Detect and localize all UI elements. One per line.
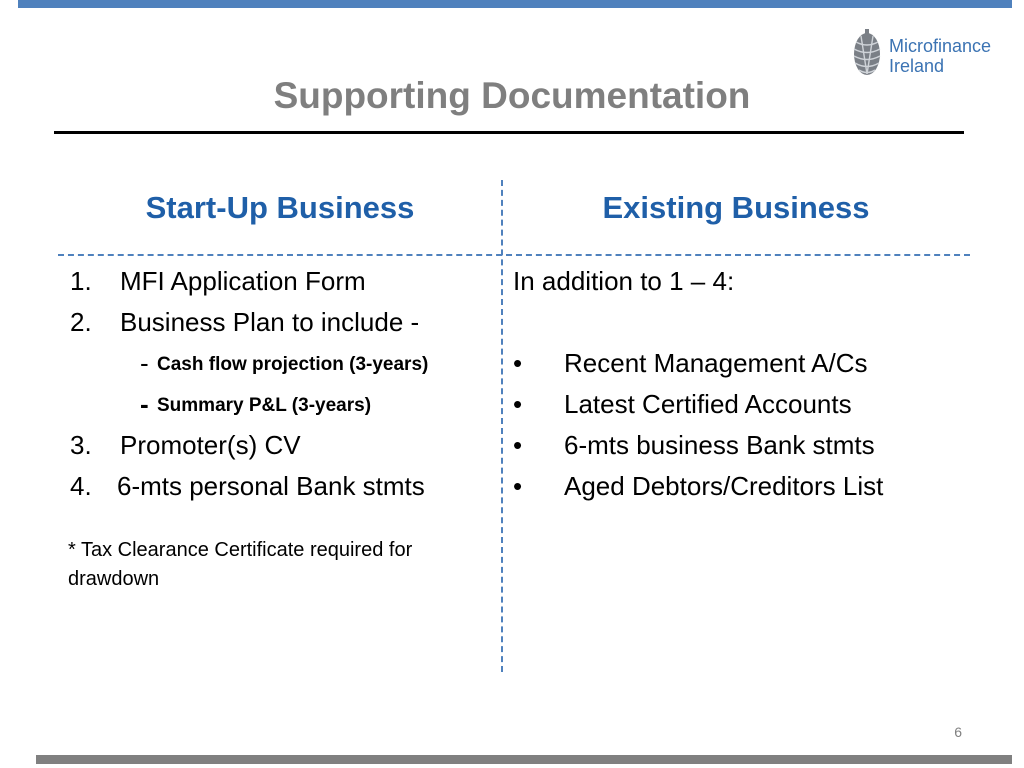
header-divider: [58, 254, 970, 256]
startup-document-list: [70, 261, 500, 507]
bottom-accent-bar: [36, 755, 1012, 764]
list-item-text: 6-mts personal Bank stmts: [117, 471, 425, 501]
logo-text-line1: Microfinance: [889, 36, 992, 56]
startup-business-header: Start-Up Business: [145, 190, 415, 225]
list-item: [70, 261, 500, 302]
list-item-text: Latest Certified Accounts: [564, 389, 852, 419]
existing-intro-text: In addition to 1 – 4:: [513, 266, 735, 296]
list-item-text: MFI Application Form: [120, 266, 366, 296]
list-item-text: Promoter(s) CV: [120, 430, 301, 460]
sub-list-item: [70, 343, 500, 384]
title-underline: [54, 131, 964, 134]
bullet-icon: •: [513, 430, 523, 460]
sub-list-item: [70, 384, 500, 425]
list-item-text: Business Plan to include -: [120, 307, 420, 337]
list-item-text: Aged Debtors/Creditors List: [564, 471, 884, 501]
bullet-icon: •: [513, 348, 523, 378]
list-item: [70, 425, 500, 466]
list-item-number: 1.: [70, 266, 92, 296]
list-item-text: Recent Management A/Cs: [564, 348, 868, 378]
existing-business-header: Existing Business: [602, 190, 870, 225]
slide-title: Supporting Documentation: [273, 75, 751, 116]
sub-item-dash: -: [140, 348, 149, 378]
sub-item-text: Summary P&L (3-years): [157, 395, 372, 416]
list-item-number: 2.: [70, 307, 92, 337]
list-item-text: 6-mts business Bank stmts: [564, 430, 875, 460]
list-item-number: 4.: [70, 471, 92, 501]
list-item: [70, 302, 500, 343]
list-item: [70, 466, 500, 507]
top-accent-bar: [18, 0, 1012, 8]
logo-text-line2: Ireland: [889, 56, 945, 76]
bullet-icon: •: [513, 389, 523, 419]
sub-item-dash: -: [140, 389, 149, 419]
sub-item-text: Cash flow projection (3-years): [157, 354, 429, 375]
tax-clearance-note: * Tax Clearance Certificate required for drawdown: [68, 539, 413, 590]
list-item-number: 3.: [70, 430, 92, 460]
bullet-icon: •: [513, 471, 523, 501]
page-number: 6: [954, 724, 962, 740]
